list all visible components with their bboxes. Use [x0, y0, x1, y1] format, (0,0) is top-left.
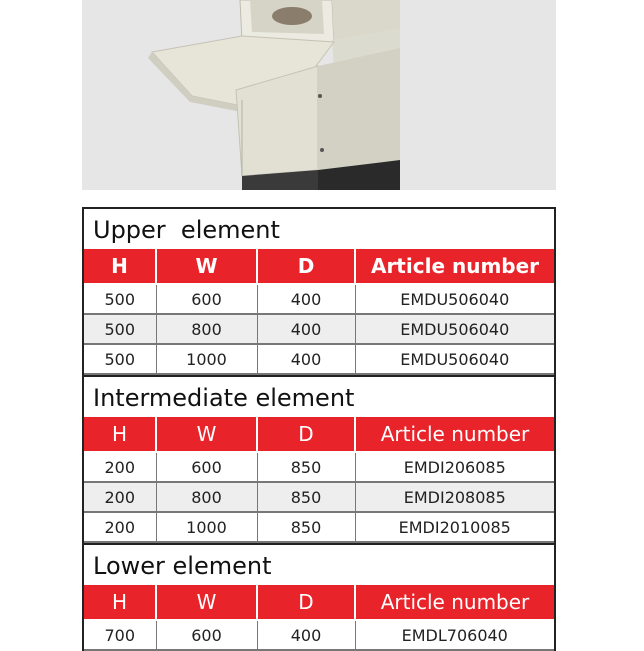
cell-h: 500 — [84, 344, 156, 374]
cell-w: 600 — [156, 620, 257, 650]
col-header-h: H — [84, 249, 156, 284]
cell-h: 200 — [84, 452, 156, 482]
section-title-lower: Lower element — [84, 543, 554, 585]
table-row — [84, 512, 554, 542]
cabinet-illustration — [82, 0, 556, 190]
cell-w: 1000 — [156, 344, 257, 374]
table-row — [84, 284, 554, 314]
cell-h: 500 — [84, 314, 156, 344]
table-row — [84, 344, 554, 374]
cell-w: 800 — [156, 482, 257, 512]
cell-w: 800 — [156, 314, 257, 344]
cell-article: EMDU506040 — [355, 344, 554, 374]
cell-w: 600 — [156, 284, 257, 314]
spec-table-upper — [84, 249, 554, 375]
spec-table-intermediate — [84, 417, 554, 543]
spec-table-block — [82, 207, 556, 651]
table-header-row — [84, 585, 554, 620]
cell-d: 850 — [257, 452, 355, 482]
cell-article: EMDI208085 — [355, 482, 554, 512]
col-header-article: Article number — [355, 249, 554, 284]
cell-h: 200 — [84, 482, 156, 512]
section-title-intermediate: Intermediate element — [84, 375, 554, 417]
cell-d: 400 — [257, 344, 355, 374]
col-header-h: H — [84, 585, 156, 620]
cell-article: EMDU506040 — [355, 284, 554, 314]
cell-article: EMDL706040 — [355, 620, 554, 650]
cell-d: 850 — [257, 512, 355, 542]
col-header-w: W — [156, 417, 257, 452]
col-header-w: W — [156, 249, 257, 284]
col-header-d: D — [257, 417, 355, 452]
product-photo — [82, 0, 556, 190]
cell-d: 400 — [257, 314, 355, 344]
table-header-row — [84, 417, 554, 452]
col-header-article: Article number — [355, 417, 554, 452]
cell-article: EMDU506040 — [355, 314, 554, 344]
cell-article: EMDI206085 — [355, 452, 554, 482]
section-title-upper: Upper element — [84, 207, 554, 249]
cell-d: 850 — [257, 482, 355, 512]
cell-article: EMDI2010085 — [355, 512, 554, 542]
cell-w: 1000 — [156, 512, 257, 542]
cell-w: 600 — [156, 452, 257, 482]
col-header-d: D — [257, 585, 355, 620]
col-header-h: H — [84, 417, 156, 452]
table-row — [84, 482, 554, 512]
cell-h: 700 — [84, 620, 156, 650]
cell-d: 400 — [257, 620, 355, 650]
col-header-w: W — [156, 585, 257, 620]
table-header-row — [84, 249, 554, 284]
cell-d: 400 — [257, 284, 355, 314]
table-row — [84, 620, 554, 650]
spec-table-lower — [84, 585, 554, 651]
cell-h: 500 — [84, 284, 156, 314]
col-header-article: Article number — [355, 585, 554, 620]
cell-h: 200 — [84, 512, 156, 542]
table-row — [84, 314, 554, 344]
table-row — [84, 452, 554, 482]
col-header-d: D — [257, 249, 355, 284]
